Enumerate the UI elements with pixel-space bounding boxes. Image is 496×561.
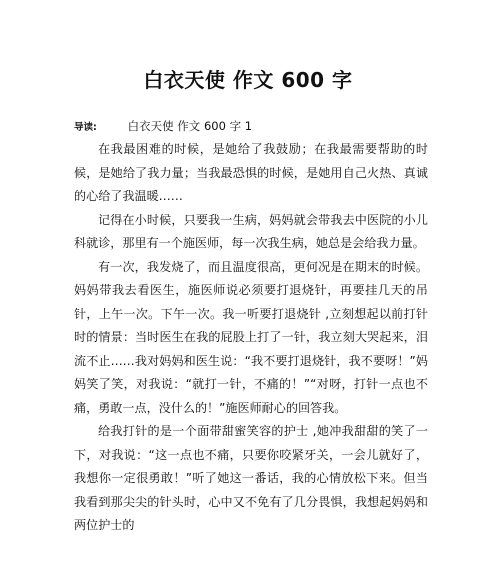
paragraph: 在我最困难的时候，是她给了我鼓励；在我最需要帮助的时候，是她给了我力量；当我最恐惧的时候，是她用自己火热、真诚的心给了我温暖…… <box>74 142 428 203</box>
paragraph: 给我打针的是一个面带甜蜜笑容的护士 ,她冲我甜甜的笑了一下，对我说：“这一点也不痛，只要你咬紧牙关，一会儿就好了，我想你一定很勇敢！”听了她这一番话，我的心情放松下来。但当我看到那尖尖的针头时，心中又不免有了几分畏惧，我想起妈妈和两位护士的 <box>74 424 428 532</box>
article-body <box>74 138 428 538</box>
paragraph: 有一次，我发烧了，而且温度很高，更何况是在期末的时候。妈妈带我去看医生，施医师说必须要打退烧针，再要挂几天的吊针，上午一次。下午一次。我一听要打退烧针 ,立刻想起以前打针时的情景：当时医生在我的屁股上打了一针，我立刻大哭起来，泪流不止……我对妈妈和医生说：“我不要打退烧针，我不要呀！”妈妈笑了笑，对我说：“就打一针，不痛的！”“对呀，打针一点也不痛，勇敢一点，没什么的！”施医师耐心的回答我。 <box>74 259 428 415</box>
guide-label: 导读: <box>74 122 97 133</box>
guide-line <box>74 116 434 136</box>
guide-text: 白衣天使 作文 600 字 1 <box>127 119 253 133</box>
paragraph: 记得在小时候，只要我一生病，妈妈就会带我去中医院的小儿科就诊，那里有一个施医师，每一次我生病，她总是会给我力量。 <box>74 212 428 250</box>
document-title: 白衣天使 作文 600 字 <box>143 68 353 92</box>
